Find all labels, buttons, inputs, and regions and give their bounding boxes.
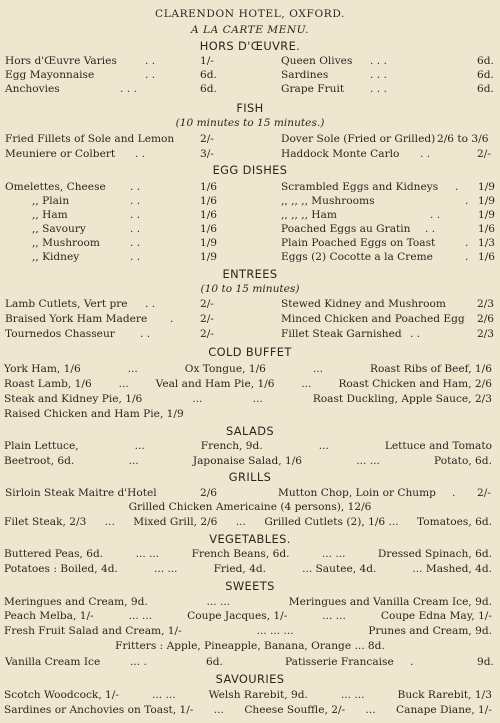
menu-price: 2/- — [200, 298, 214, 310]
entrees-time-note: (10 to 15 minutes) — [200, 283, 300, 295]
menu-item: Coupe Jacques, 1/- — [187, 610, 288, 622]
menu-item: Veal and Ham Pie, 1/6 — [155, 378, 275, 390]
dots: ... — [118, 378, 129, 390]
menu-price: 1/6 — [478, 223, 496, 235]
hotel-title: CLARENDON HOTEL, OXFORD. — [154, 8, 345, 20]
menu-item: ... Sautee, 4d. — [302, 563, 377, 575]
dots: ... ... — [321, 548, 346, 560]
dots: ... ... — [322, 610, 346, 622]
menu-price: 1/3 — [478, 237, 496, 249]
menu-item: Mutton Chop, Loin or Chump — [278, 487, 436, 499]
menu-item: Dressed Spinach, 6d. — [377, 548, 492, 560]
menu-price: 2/3 — [477, 298, 495, 310]
dots: ... — [318, 440, 329, 452]
section-sweets: SWEETS — [225, 579, 275, 593]
dots: . . . — [120, 83, 137, 95]
dots: ... — [128, 455, 139, 467]
dots: . . — [410, 328, 421, 340]
menu-item: Minced Chicken and Poached Egg — [281, 313, 465, 325]
menu-item: Lettuce and Tomato — [384, 440, 492, 452]
menu-item: Grape Fruit — [281, 83, 345, 95]
menu-item: Omelettes, Cheese — [5, 181, 106, 193]
dots: . — [410, 656, 414, 668]
menu-item: Steak and Kidney Pie, 1/6 — [4, 393, 143, 405]
dots: ... — [301, 378, 312, 390]
menu-item: Sardines or Anchovies on Toast, 1/- — [4, 704, 194, 716]
dots: . . — [145, 298, 156, 310]
dots: ... — [213, 704, 224, 716]
menu-item: ,, ,, ,, Ham — [281, 209, 337, 221]
menu-price: 9d. — [477, 656, 494, 668]
menu-item: ... Mashed, 4d. — [412, 563, 492, 575]
menu-price: 1/9 — [478, 195, 496, 207]
menu-item: ,, Mushroom — [32, 237, 100, 249]
menu-item: Patisserie Francaise — [285, 656, 394, 668]
dots: ... — [192, 393, 203, 405]
menu-item: ,, Plain — [32, 195, 70, 207]
menu-item: Cheese Souffle, 2/- — [244, 704, 346, 716]
menu-price: 6d. — [200, 69, 217, 81]
menu-item: Fillet Steak Garnished — [281, 328, 402, 340]
menu-price: 2/- — [477, 487, 491, 499]
menu-item: Vanilla Cream Ice — [5, 656, 101, 668]
section-fish: FISH — [236, 101, 264, 115]
menu-item: Prunes and Cream, 9d. — [368, 625, 492, 637]
dots: . . — [420, 148, 431, 160]
buffet-line — [4, 393, 492, 405]
sweets-line — [4, 596, 492, 608]
menu-item: Tournedos Chasseur — [5, 328, 115, 340]
menu-item: Meringues and Vanilla Cream Ice, 9d. — [288, 596, 492, 608]
veg-line — [4, 563, 492, 575]
menu-item: Scotch Woodcock, 1/- — [4, 689, 119, 701]
menu-price: 1/6 — [200, 223, 218, 235]
sweets-line — [4, 610, 492, 622]
menu-price: 6d. — [477, 55, 494, 67]
menu-item: French, 9d. — [200, 440, 263, 452]
menu-price: 2/- — [477, 148, 491, 160]
dots: ... — [235, 516, 246, 528]
menu-price: 2/3 — [477, 328, 495, 340]
menu-price: 2/- — [200, 313, 214, 325]
dots: . — [465, 251, 469, 263]
menu-item: Canape Diane, 1/- — [396, 704, 492, 716]
savouries-line — [4, 689, 492, 701]
dots: . . — [145, 69, 156, 81]
menu-item: Mixed Grill, 2/6 — [133, 516, 218, 528]
dots: ... ... — [153, 563, 178, 575]
menu-item: Meringues and Cream, 9d. — [4, 596, 148, 608]
menu-item: Coupe Edna May, 1/- — [380, 610, 492, 622]
menu-item: Fried, 4d. — [213, 563, 267, 575]
dots: . . — [145, 55, 156, 67]
menu-price: 1/6 — [200, 181, 218, 193]
dots: . . — [130, 195, 141, 207]
dots: ... ... — [128, 610, 153, 622]
menu-item: York Ham, 1/6 — [4, 363, 81, 375]
dots: ... ... ... — [256, 625, 294, 637]
menu-item: Plain Lettuce, — [4, 440, 79, 452]
menu-item: Fresh Fruit Salad and Cream, 1/- — [4, 625, 182, 637]
menu-item: Ox Tongue, 1/6 — [184, 363, 266, 375]
grills-line — [4, 516, 492, 528]
menu-item: Fried Fillets of Sole and Lemon — [5, 133, 175, 145]
dots: ... — [127, 363, 138, 375]
menu-price: 1/9 — [200, 251, 218, 263]
menu-item: Filet Steak, 2/3 — [4, 516, 87, 528]
dots: ... — [312, 363, 323, 375]
menu-item: Scrambled Eggs and Kidneys — [281, 181, 439, 193]
dots: . . . — [370, 83, 387, 95]
menu-item: Roast Ribs of Beef, 1/6 — [369, 363, 492, 375]
menu-price: 6d. — [477, 69, 494, 81]
dots: ... ... — [152, 689, 176, 701]
section-salads: SALADS — [225, 424, 275, 438]
menu-item: Meuniere or Colbert — [5, 148, 116, 160]
menu-price: 1/6 — [200, 195, 218, 207]
buffet-line — [4, 363, 492, 375]
dots: ... . — [130, 656, 147, 668]
menu-price: 2/- — [200, 328, 214, 340]
section-vegetables: VEGETABLES. — [209, 532, 291, 546]
dots: . . — [130, 209, 141, 221]
menu-price: 1/9 — [478, 181, 496, 193]
menu-price: 6d. — [477, 83, 494, 95]
menu-item: Roast Duckling, Apple Sauce, 2/3 — [312, 393, 492, 405]
dots: ... — [252, 393, 263, 405]
veg-line — [4, 548, 492, 560]
section-hors-doeuvre: HORS D'ŒUVRE. — [199, 39, 301, 53]
menu-item: Grilled Cutlets (2), 1/6 ... — [264, 516, 399, 528]
menu-item: Braised York Ham Madere — [5, 313, 148, 325]
menu-price: 2/6 to 3/6 — [437, 133, 489, 145]
menu-item: Egg Mayonnaise — [5, 69, 95, 81]
menu-price: 1/9 — [478, 209, 496, 221]
menu-item: Queen Olives — [281, 55, 353, 67]
menu-item: Fritters : Apple, Pineapple, Banana, Orange ... 8d. — [115, 640, 385, 652]
menu-item: Sirloin Steak Maitre d'Hotel — [5, 487, 157, 499]
dots: . . — [130, 223, 141, 235]
menu-price: 2/6 — [200, 487, 218, 499]
menu-price: 1/6 — [478, 251, 496, 263]
menu-item: Anchovies — [5, 83, 60, 95]
menu-item: Potato, 6d. — [434, 455, 492, 467]
menu-price: 1/9 — [200, 237, 218, 249]
salads-line — [4, 455, 492, 467]
menu-item: Japonaise Salad, 1/6 — [192, 455, 303, 467]
menu-item: Tomatoes, 6d. — [417, 516, 492, 528]
menu-price: 3/- — [200, 148, 214, 160]
salads-line — [4, 440, 492, 452]
menu-item: Lamb Cutlets, Vert pre — [5, 298, 128, 310]
dots: ... ... — [356, 455, 380, 467]
dots: . . — [135, 148, 146, 160]
menu-price: 2/6 — [477, 313, 495, 325]
menu-item: Dover Sole (Fried or Grilled) — [281, 133, 436, 145]
menu-item: Welsh Rarebit, 9d. — [208, 689, 308, 701]
menu-item: ,, Ham — [32, 209, 68, 221]
buffet-line — [4, 378, 492, 390]
menu-subtitle: A LA CARTE MENU. — [191, 24, 309, 36]
section-cold-buffet: COLD BUFFET — [208, 345, 292, 359]
dots: . — [455, 181, 459, 193]
menu-item: Peach Melba, 1/- — [4, 610, 94, 622]
menu-item: French Beans, 6d. — [191, 548, 290, 560]
menu-item: Sardines — [281, 69, 329, 81]
sweets-line — [4, 625, 492, 637]
dots: . . . — [370, 55, 387, 67]
dots: ... — [365, 704, 376, 716]
savouries-line — [4, 704, 492, 716]
dots: ... ... — [206, 596, 231, 608]
menu-item: Beetroot, 6d. — [4, 455, 75, 467]
fish-time-note: (10 minutes to 15 minutes.) — [175, 117, 325, 129]
dots: . — [170, 313, 174, 325]
menu-item: Buck Rarebit, 1/3 — [397, 689, 492, 701]
section-savouries: SAVOURIES — [215, 672, 285, 686]
menu-item: Poached Eggs au Gratin — [281, 223, 411, 235]
menu-item: Stewed Kidney and Mushroom — [281, 298, 446, 310]
menu-price: 6d. — [200, 83, 217, 95]
dots: . . — [140, 328, 151, 340]
dots: . — [452, 487, 456, 499]
menu-price: 2/- — [200, 133, 214, 145]
menu-item: ,, Kidney — [32, 251, 80, 263]
dots: . . — [130, 251, 141, 263]
dots: . . — [130, 237, 141, 249]
menu-item: Roast Lamb, 1/6 — [4, 378, 92, 390]
dots: . . — [425, 223, 436, 235]
buffet-line — [4, 408, 492, 420]
section-entrees: ENTREES — [222, 267, 278, 281]
menu-price: 1/- — [200, 55, 214, 67]
dots: ... ... — [135, 548, 160, 560]
dots: . — [465, 237, 469, 249]
menu-price: 1/6 — [200, 209, 218, 221]
dots: . . — [430, 209, 441, 221]
menu-price: 6d. — [206, 656, 223, 668]
dots: . . — [130, 181, 141, 193]
menu-item: Eggs (2) Cocotte a la Creme — [281, 251, 433, 263]
section-egg-dishes: EGG DISHES — [212, 163, 288, 177]
menu-item: ,, Savoury — [32, 223, 86, 235]
menu-item: Potatoes : Boiled, 4d. — [4, 563, 118, 575]
menu-item: Buttered Peas, 6d. — [4, 548, 104, 560]
dots: ... — [134, 440, 145, 452]
menu-item: Grilled Chicken Americaine (4 persons), 12/6 — [128, 501, 372, 513]
menu-item: Roast Chicken and Ham, 2/6 — [338, 378, 492, 390]
dots: ... ... — [340, 689, 365, 701]
dots: ... — [104, 516, 115, 528]
section-grills: GRILLS — [228, 470, 272, 484]
menu-item: Raised Chicken and Ham Pie, 1/9 — [4, 408, 184, 420]
dots: . . . — [370, 69, 387, 81]
menu-item: Haddock Monte Carlo — [281, 148, 400, 160]
menu-item: Plain Poached Eggs on Toast — [281, 237, 436, 249]
dots: . — [465, 195, 469, 207]
menu-item: Hors d'Œuvre Varies — [5, 55, 117, 67]
menu-item: ,, ,, ,, Mushrooms — [281, 195, 375, 207]
